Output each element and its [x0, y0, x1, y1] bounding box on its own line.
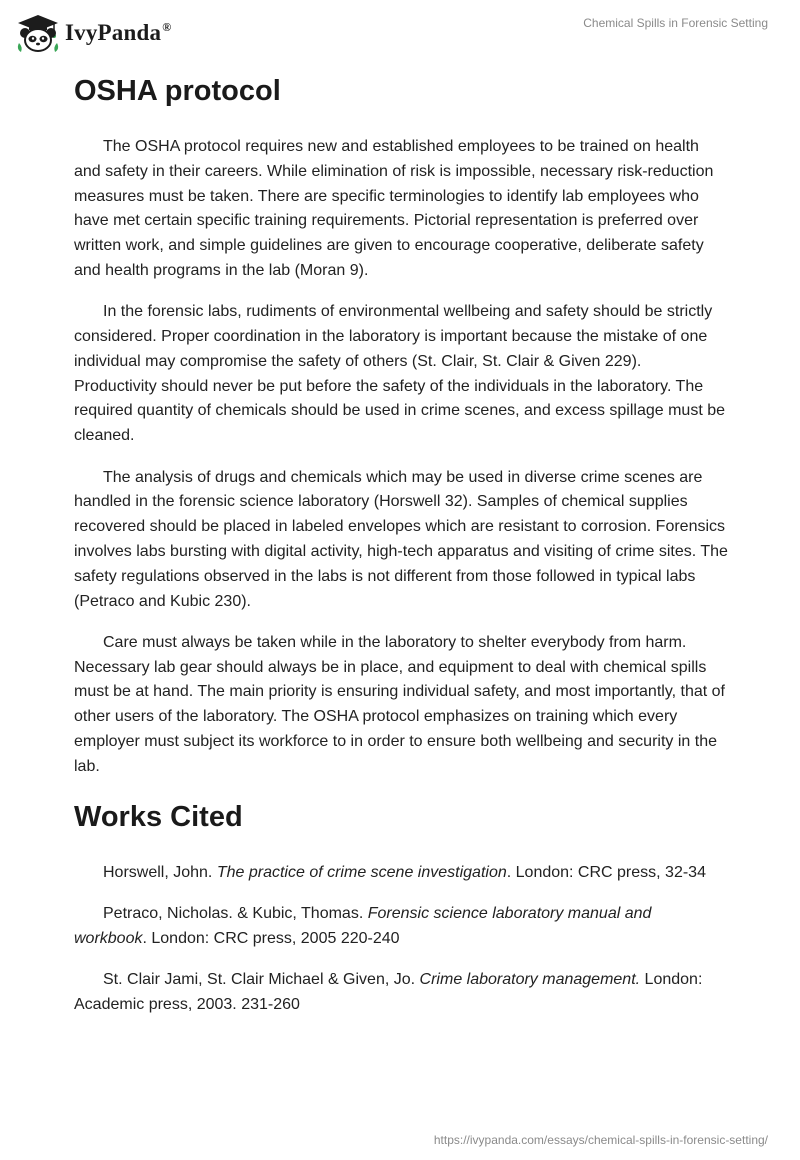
citation-publication: . London: CRC press, 32-34 [506, 863, 706, 881]
essay-content [74, 72, 728, 1034]
paragraph-1: The OSHA protocol requires new and established employees to be trained on health and safety in their careers. While elimination of risk is impossible, necessary risk-reduction measures must be taken. There are specific terminologies to identify lab employees who have met certain specific training requirements. Pictorial representation is preferred over written work, and simple guidelines are given to encourage cooperative, deliberate safety and health programs in the lab (Moran 9). [74, 138, 714, 279]
citation-authors: Petraco, Nicholas. & Kubic, Thomas. [103, 904, 364, 922]
citation-entry [74, 902, 728, 952]
citation-authors: Horswell, John. [103, 863, 213, 881]
panda-graduate-icon [16, 13, 60, 53]
citation-authors: St. Clair Jami, St. Clair Michael & Given, Jo. [103, 971, 416, 989]
section-heading-works-cited: Works Cited [74, 800, 243, 833]
citation-title: The practice of crime scene investigation [216, 863, 507, 881]
citation-title: Forensic science laboratory manual and workbook [74, 904, 652, 947]
section-heading-osha: OSHA protocol [74, 75, 281, 107]
paragraph-2: In the forensic labs, rudiments of environmental wellbeing and safety should be strictly considered. Proper coordination in the laboratory is important because the mistake of one individual may compromise the safety of others (St. Clair, St. Clair & Given 229). Productivity should never be put before the safety of the individuals in the laboratory. The required quantity of chemicals should be used in crime scenes, and excess spillage must be cleaned. [74, 303, 726, 445]
brand-name: IvyPanda® [65, 20, 172, 45]
paragraph-3: The analysis of drugs and chemicals which may be used in diverse crime scenes are handled in the forensic science laboratory (Horswell 32). Samples of chemical supplies recovered should be placed in labeled envelopes which are resistant to corrosion. Forensics involves labs bursting with digital activity, high-tech apparatus and visiting of crime sites. The safety regulations observed in the labs is not different from those followed in typical labs (Petraco and Kubic 230). [74, 468, 728, 610]
source-url-link[interactable]: https://ivypanda.com/essays/chemical-spills-in-forensic-setting/ [433, 1133, 768, 1147]
citation-entry [74, 861, 728, 886]
citation-publication: London: Academic press, 2003. 231-260 [74, 971, 703, 1013]
citation-title: Crime laboratory management. [419, 971, 641, 989]
citation-entry [74, 968, 728, 1018]
document-header-title: Chemical Spills in Forensic Setting [583, 16, 768, 30]
paragraph-4: Care must always be taken while in the laboratory to shelter everybody from harm. Necessary lab gear should always be in place, and equipment to deal with chemical spills must be at hand. The main priority is ensuring individual safety, and most importantly, that of other users of the laboratory. The OSHA protocol emphasizes on training which every employer must subject its workforce to in order to ensure both wellbeing and security in the lab. [74, 633, 725, 775]
citation-publication: . London: CRC press, 2005 220-240 [142, 929, 400, 947]
ivypanda-logo[interactable] [16, 10, 171, 56]
